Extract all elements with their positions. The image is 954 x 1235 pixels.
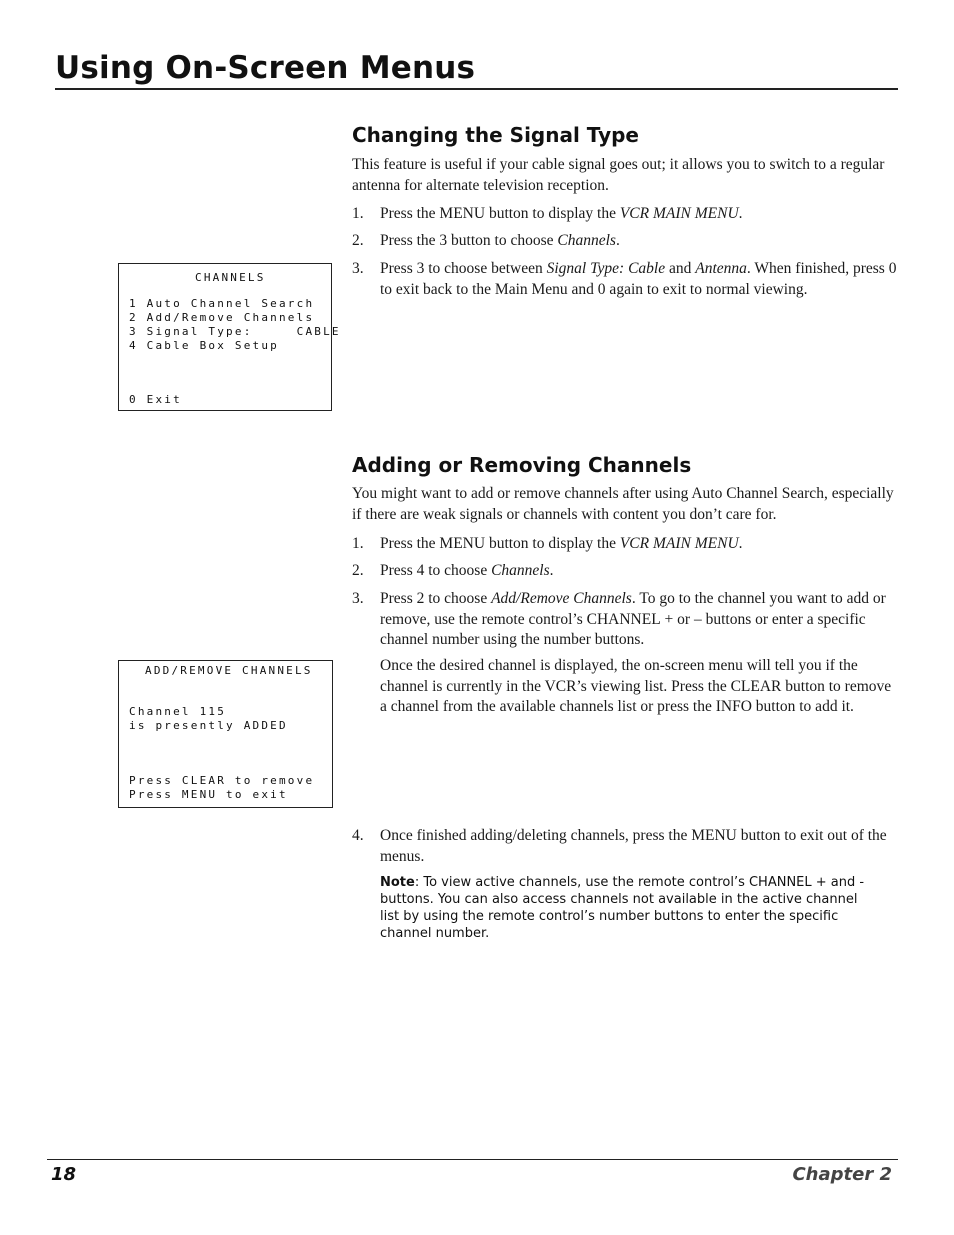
step-text: Press 2 to choose Add/Remove Channels. To go to the channel you want to add or remove, use the remote control’s CHANNEL + or – buttons or enter a specific channel number using the number buttons. [380, 590, 886, 648]
step-item [352, 561, 897, 582]
step-text: Press the MENU button to display the VCR MAIN MENU. [380, 205, 743, 222]
chapter-label: Chapter 2 [792, 1164, 892, 1185]
osd-channel-line: Channel 115 [129, 705, 227, 718]
step-number: 3. [352, 590, 364, 607]
osd-channels-menu [118, 263, 341, 411]
step-number: 3. [352, 260, 364, 277]
note-text: : To view active channels, use the remote control’s CHANNEL + and - buttons. You can also access channels not available in the active channel list by using the remote control’s number buttons to enter the specific channel number. [380, 875, 865, 941]
step-item [352, 259, 897, 300]
title-divider [55, 88, 898, 90]
step-followup [352, 656, 897, 718]
step-text: Press the 3 button to choose Channels. [380, 232, 620, 249]
section-heading-signal-type: Changing the Signal Type [352, 123, 639, 147]
page-number: 18 [51, 1164, 77, 1185]
osd-exit-item: 0 Exit [129, 393, 182, 406]
note-block [380, 874, 865, 942]
step-item [352, 589, 897, 651]
osd-instruction-line: Press MENU to exit [129, 788, 288, 801]
step-item [352, 826, 897, 867]
osd-add-remove-menu [118, 660, 333, 808]
footer-divider [47, 1159, 898, 1160]
step-number: 1. [352, 205, 364, 222]
step-number: 4. [352, 827, 364, 844]
step-item [352, 231, 897, 252]
step-item [352, 534, 897, 555]
step-text: Press the MENU button to display the VCR MAIN MENU. [380, 535, 743, 552]
step-text: Once the desired channel is displayed, the on-screen menu will tell you if the channel is currently in the VCR’s viewing list. Press the CLEAR button to remove a channel from the available channels list or press the INFO button to add it. [380, 657, 892, 715]
step-number: 2. [352, 232, 364, 249]
osd-menu-item: 4 Cable Box Setup [129, 339, 279, 352]
step-number: 1. [352, 535, 364, 552]
section-intro: You might want to add or remove channels after using Auto Channel Search, especially if there are weak signals or channels with content you don’t care for. [352, 485, 894, 523]
note-label: Note [380, 875, 415, 890]
step-text: Press 3 to choose between Signal Type: Cable and Antenna. When finished, press 0 to exit back to the Main Menu and 0 again to exit to normal viewing. [380, 260, 897, 298]
step-item [352, 204, 897, 225]
osd-menu-item: 2 Add/Remove Channels [129, 311, 315, 324]
page-title: Using On-Screen Menus [55, 50, 476, 86]
osd-instruction-line: Press CLEAR to remove [129, 774, 315, 787]
step-text: Press 4 to choose Channels. [380, 562, 554, 579]
osd-title: CHANNELS [195, 271, 266, 284]
osd-status-line: is presently ADDED [129, 719, 288, 732]
section-heading-add-remove: Adding or Removing Channels [352, 453, 692, 477]
osd-menu-item: 3 Signal Type: CABLE [129, 325, 341, 338]
osd-menu-item: 1 Auto Channel Search [129, 297, 315, 310]
step-text: Once finished adding/deleting channels, press the MENU button to exit out of the menus. [380, 827, 887, 865]
section-intro: This feature is useful if your cable signal goes out; it allows you to switch to a regular antenna for alternate television reception. [352, 156, 885, 194]
osd-title: ADD/REMOVE CHANNELS [145, 664, 313, 677]
step-number: 2. [352, 562, 364, 579]
